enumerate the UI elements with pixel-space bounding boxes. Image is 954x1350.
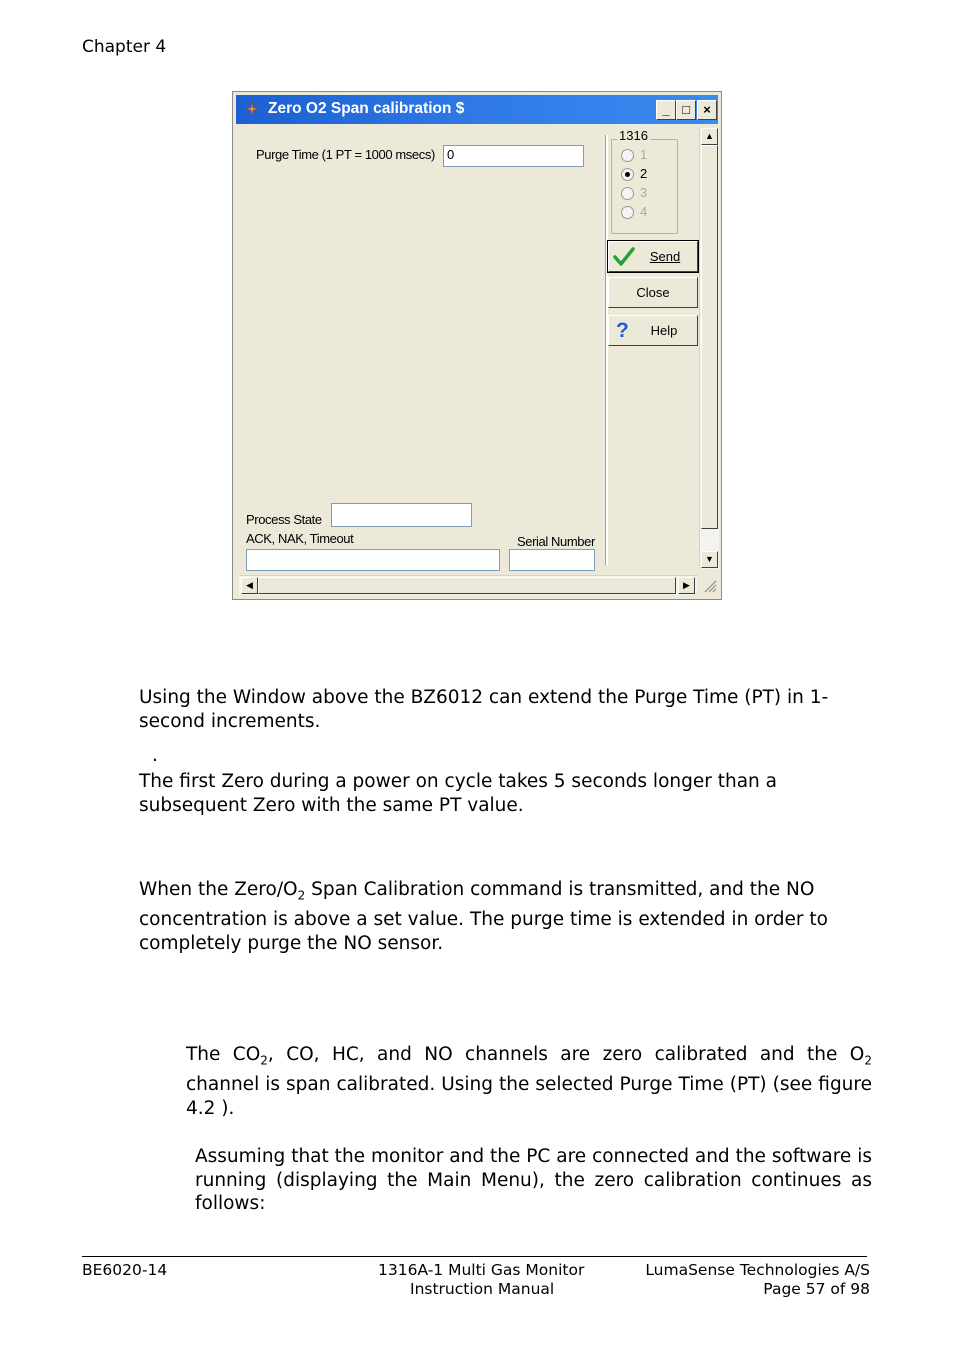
scroll-up-button[interactable]: ▲: [701, 128, 718, 145]
footer-product-line2: Instruction Manual: [410, 1280, 555, 1298]
help-label: Help: [650, 323, 678, 338]
ack-nak-timeout-label: ACK, NAK, Timeout: [246, 531, 354, 546]
maximize-button[interactable]: □: [676, 100, 696, 120]
radio-2-label: 2: [640, 166, 648, 181]
p4-text-b: , CO, HC, and NO channels are zero calibrated and the O: [267, 1044, 865, 1065]
panel-divider: [605, 135, 608, 565]
paragraph-purge-time: Using the Window above the BZ6012 can extend the Purge Time (PT) in 1-second increments.: [139, 687, 829, 732]
footer-company: LumaSense Technologies A/S: [645, 1261, 870, 1279]
process-state-input[interactable]: [331, 503, 472, 527]
send-label: Send: [649, 249, 681, 264]
checkmark-icon: [613, 247, 635, 267]
radio-option-4[interactable]: [621, 204, 647, 219]
paragraph-assuming: Assuming that the monitor and the PC are connected and the software is running (displaying the Main Menu), the zero calibration continues as follows:: [195, 1146, 872, 1214]
resize-grip-icon[interactable]: [701, 577, 717, 593]
help-question-icon: ?: [616, 319, 629, 342]
p4-sub-2: 2: [864, 1053, 872, 1068]
zero-o2-span-calibration-dialog: [232, 91, 722, 600]
ack-nak-timeout-input[interactable]: [246, 549, 500, 571]
horizontal-scrollbar[interactable]: [239, 575, 697, 595]
paragraph-channels: [186, 1043, 872, 1120]
close-window-button[interactable]: ×: [697, 100, 717, 120]
process-state-label: Process State: [246, 512, 322, 527]
dialog-title: Zero O2 Span calibration $: [268, 100, 465, 117]
p4-text-c: channel is span calibrated. Using the selected Purge Time (PT) (see figure 4.2 ).: [186, 1074, 872, 1119]
p3-sub: 2: [297, 888, 306, 903]
radio-3-indicator: [621, 187, 634, 200]
close-button[interactable]: Close: [608, 277, 698, 308]
footer-rule: [82, 1256, 867, 1257]
purge-time-input[interactable]: 0: [443, 145, 584, 167]
horizontal-scroll-thumb[interactable]: [258, 577, 676, 594]
radio-1-indicator: [621, 149, 634, 162]
serial-number-label: Serial Number: [517, 534, 595, 549]
scroll-right-button[interactable]: ▶: [678, 577, 695, 594]
p4-text-a: The CO: [186, 1044, 261, 1065]
dialog-client-area: [236, 125, 718, 596]
radio-4-indicator: [621, 206, 634, 219]
serial-number-input[interactable]: [509, 549, 595, 571]
radio-2-indicator: [621, 168, 634, 181]
chapter-header: Chapter 4: [82, 37, 167, 57]
app-icon: [244, 101, 260, 117]
radio-option-2[interactable]: [621, 166, 647, 181]
vertical-scrollbar[interactable]: [699, 128, 719, 569]
paragraph-first-zero: The first Zero during a power on cycle takes 5 seconds longer than a subsequent Zero with the same PT value.: [139, 771, 777, 816]
radio-4-label: 4: [640, 204, 648, 219]
minimize-button[interactable]: _: [656, 100, 676, 120]
footer-product-line1: 1316A-1 Multi Gas Monitor: [378, 1261, 585, 1279]
radio-1-label: 1: [640, 147, 648, 162]
send-button[interactable]: [608, 241, 698, 272]
device-group-title: 1316: [619, 128, 648, 143]
p3-text-a: When the Zero/O: [139, 879, 298, 900]
footer-doc-id: BE6020-14: [82, 1261, 168, 1279]
footer-page-number: Page 57 of 98: [763, 1280, 870, 1298]
radio-3-label: 3: [640, 185, 648, 200]
paragraph-no-purge: [139, 878, 869, 955]
radio-option-1[interactable]: [621, 147, 647, 162]
stray-dot: .: [152, 745, 158, 766]
scroll-left-button[interactable]: ◀: [241, 577, 258, 594]
p4-sub-1: 2: [260, 1053, 268, 1068]
title-bar[interactable]: [236, 95, 718, 124]
scroll-down-button[interactable]: ▼: [701, 551, 718, 568]
help-button[interactable]: [608, 315, 698, 346]
vertical-scroll-thumb[interactable]: [701, 145, 718, 529]
radio-option-3[interactable]: [621, 185, 647, 200]
purge-time-label: Purge Time (1 PT = 1000 msecs): [256, 147, 435, 162]
p3-text-b: Span Calibration command is transmitted, and the NO concentration is above a set value. The purge time is extended in order to completely purge the NO sensor.: [139, 879, 828, 954]
